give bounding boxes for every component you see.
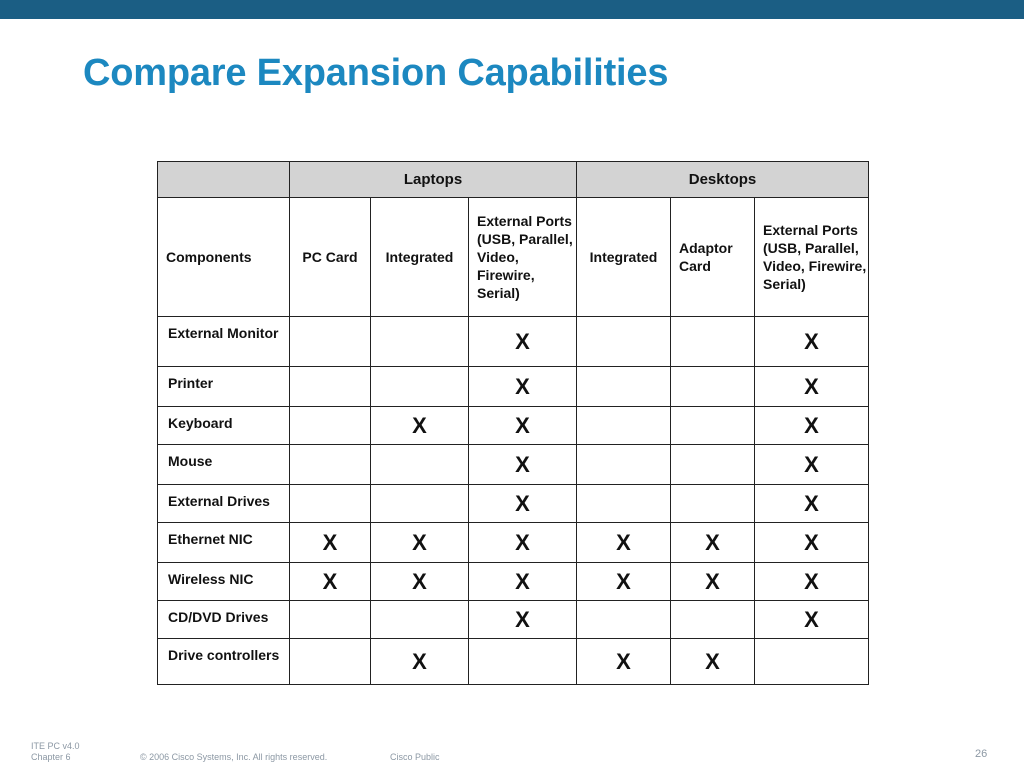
empty-cell — [290, 317, 371, 367]
empty-cell — [671, 601, 755, 639]
group-header-desktops: Desktops — [577, 162, 869, 198]
footer-copyright: © 2006 Cisco Systems, Inc. All rights reserved. — [140, 752, 328, 762]
empty-cell — [371, 367, 469, 407]
table-row — [158, 523, 869, 563]
empty-cell — [290, 639, 371, 685]
support-mark-cell: X — [371, 563, 469, 601]
support-mark-cell: X — [755, 523, 869, 563]
support-mark-cell: X — [755, 563, 869, 601]
support-mark-cell: X — [469, 601, 577, 639]
row-component-label: Keyboard — [158, 407, 290, 445]
empty-cell — [290, 367, 371, 407]
support-mark-cell: X — [469, 445, 577, 485]
table-row — [158, 317, 869, 367]
row-component-label: Drive controllers — [158, 639, 290, 685]
table-row — [158, 485, 869, 523]
footer-course: ITE PC v4.0 — [31, 741, 80, 751]
support-mark-cell: X — [371, 639, 469, 685]
footer-classification: Cisco Public — [390, 752, 440, 762]
table-row — [158, 601, 869, 639]
column-header-adaptor-card: Adaptor Card — [671, 198, 755, 317]
support-mark-cell: X — [290, 523, 371, 563]
empty-cell — [671, 317, 755, 367]
support-mark-cell: X — [671, 563, 755, 601]
empty-cell — [577, 367, 671, 407]
empty-cell — [469, 639, 577, 685]
support-mark-cell: X — [755, 601, 869, 639]
empty-cell — [671, 445, 755, 485]
empty-cell — [577, 317, 671, 367]
empty-cell — [577, 601, 671, 639]
slide-title: Compare Expansion Capabilities — [83, 52, 669, 94]
comparison-table — [157, 161, 869, 685]
support-mark-cell: X — [469, 485, 577, 523]
row-component-label: Printer — [158, 367, 290, 407]
empty-cell — [290, 485, 371, 523]
support-mark-cell: X — [371, 523, 469, 563]
support-mark-cell: X — [469, 523, 577, 563]
empty-cell — [671, 407, 755, 445]
empty-cell — [290, 445, 371, 485]
column-header-pc-card: PC Card — [290, 198, 371, 317]
row-component-label: Mouse — [158, 445, 290, 485]
support-mark-cell: X — [755, 445, 869, 485]
row-component-label: External Drives — [158, 485, 290, 523]
column-header-components: Components — [158, 198, 290, 317]
table-row — [158, 445, 869, 485]
group-header-row — [158, 162, 869, 198]
support-mark-cell: X — [755, 485, 869, 523]
support-mark-cell: X — [371, 407, 469, 445]
support-mark-cell: X — [469, 367, 577, 407]
support-mark-cell: X — [577, 563, 671, 601]
empty-cell — [671, 485, 755, 523]
column-header-laptop-integrated: Integrated — [371, 198, 469, 317]
empty-cell — [290, 407, 371, 445]
group-header-laptops: Laptops — [290, 162, 577, 198]
row-component-label: Ethernet NIC — [158, 523, 290, 563]
empty-cell — [371, 601, 469, 639]
support-mark-cell: X — [671, 523, 755, 563]
support-mark-cell: X — [577, 523, 671, 563]
support-mark-cell: X — [671, 639, 755, 685]
empty-cell — [371, 485, 469, 523]
table-row — [158, 367, 869, 407]
empty-cell — [290, 601, 371, 639]
support-mark-cell: X — [755, 407, 869, 445]
empty-cell — [371, 317, 469, 367]
support-mark-cell: X — [755, 317, 869, 367]
row-component-label: Wireless NIC — [158, 563, 290, 601]
support-mark-cell: X — [577, 639, 671, 685]
support-mark-cell: X — [469, 317, 577, 367]
table-body — [158, 317, 869, 685]
row-component-label: External Monitor — [158, 317, 290, 367]
table-row — [158, 407, 869, 445]
column-header-laptop-external-ports: External Ports (USB, Parallel, Video, Firewire, Serial) — [469, 198, 577, 317]
table-row — [158, 563, 869, 601]
support-mark-cell: X — [469, 563, 577, 601]
table-row — [158, 639, 869, 685]
empty-cell — [577, 485, 671, 523]
footer-course-info — [31, 741, 80, 763]
footer-chapter: Chapter 6 — [31, 752, 71, 762]
support-mark-cell: X — [469, 407, 577, 445]
empty-cell — [577, 407, 671, 445]
empty-cell — [671, 367, 755, 407]
support-mark-cell: X — [755, 367, 869, 407]
empty-cell — [577, 445, 671, 485]
footer-page-number: 26 — [975, 748, 988, 760]
empty-header-cell — [158, 162, 290, 198]
support-mark-cell: X — [290, 563, 371, 601]
column-header-desktop-external-ports: External Ports (USB, Parallel, Video, Firewire, Serial) — [755, 198, 869, 317]
row-component-label: CD/DVD Drives — [158, 601, 290, 639]
column-header-row — [158, 198, 869, 317]
empty-cell — [371, 445, 469, 485]
top-bar — [0, 0, 1024, 19]
column-header-desktop-integrated: Integrated — [577, 198, 671, 317]
empty-cell — [755, 639, 869, 685]
